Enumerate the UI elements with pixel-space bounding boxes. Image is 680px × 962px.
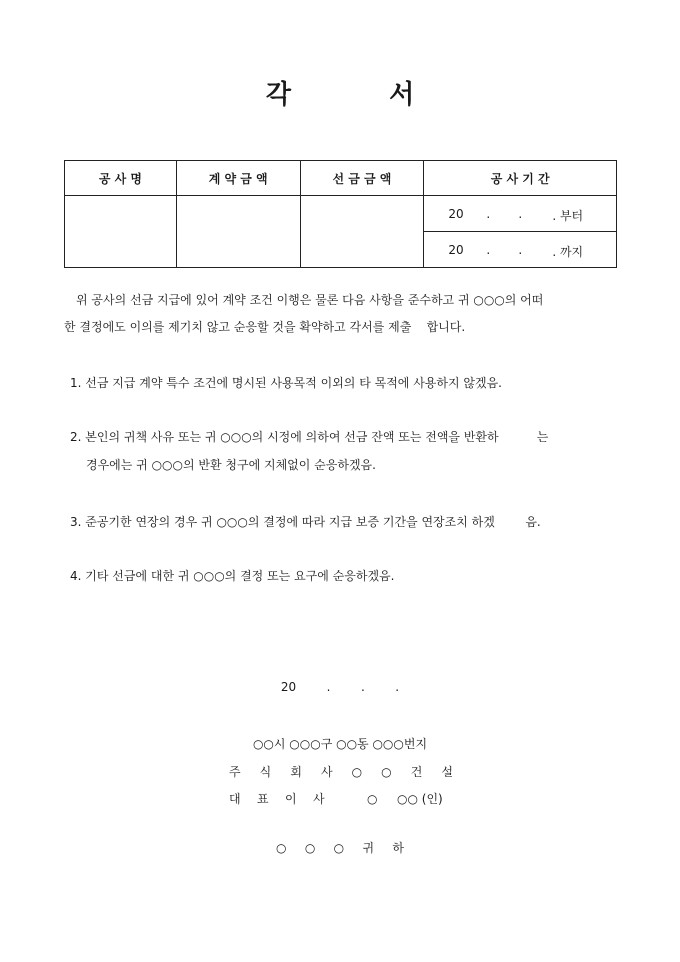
item-3: 3. 준공기한 연장의 경우 귀 ○○○의 결정에 따라 지급 보증 기간을 연장조치 하겠 음. [70, 515, 541, 529]
intro-line-1: 위 공사의 선금 지급에 있어 계약 조건 이행은 물론 다음 사항을 준수하고 귀 ○○○의 어떠 [76, 293, 544, 307]
contract-table [64, 160, 617, 268]
cell-period-start [424, 196, 617, 232]
representative-char: 이 [285, 792, 297, 806]
addressee-char: 귀 [362, 841, 375, 855]
signature-addressee [276, 838, 404, 858]
document-title [0, 74, 680, 111]
signature-address: ○○시 ○○○구 ○○동 ○○○번지 [252, 737, 428, 751]
representative-char: ○ [367, 792, 378, 806]
representative-char: 대 [229, 792, 241, 806]
company-char: 회 [290, 765, 302, 779]
header-advance-amount: 선 금 금 액 [300, 161, 424, 196]
period-end-dot2: . [518, 243, 523, 257]
table-row [65, 196, 617, 232]
company-char: 설 [441, 765, 453, 779]
item-1: 1. 선금 지급 계약 특수 조건에 명시된 사용목적 이외의 타 목적에 사용하지 않겠음. [70, 376, 502, 390]
cell-advance-amount [300, 196, 424, 268]
signature-date: 20 . . . [280, 680, 400, 694]
company-char: ○ [381, 765, 392, 779]
period-start-dot2: . [518, 207, 523, 221]
period-end-dot1: . [486, 243, 491, 257]
intro-line-2: 한 결정에도 이의를 제기치 않고 순응할 것을 확약하고 각서를 제출 합니다. [64, 320, 466, 334]
title-char-2: 서 [389, 80, 415, 110]
addressee-char: ○ [304, 841, 316, 855]
item-2-line-2: 경우에는 귀 ○○○의 반환 청구에 지체없이 순응하겠음. [86, 458, 376, 472]
representative-char: 사 [313, 792, 325, 806]
table-header-row [65, 161, 617, 196]
cell-period-end [424, 232, 617, 268]
representative-char: 표 [257, 792, 269, 806]
company-char: 식 [259, 765, 272, 779]
company-char: 건 [410, 765, 423, 779]
header-construction-period: 공 사 기 간 [424, 161, 617, 196]
addressee-char: 하 [392, 841, 404, 855]
addressee-char: ○ [276, 841, 287, 855]
company-char: 주 [229, 765, 241, 779]
cell-project-name [65, 196, 177, 268]
company-char: ○ [351, 765, 363, 779]
title-char-1: 각 [265, 80, 291, 110]
period-start-dot1: . [486, 207, 491, 221]
header-project-name: 공 사 명 [65, 161, 177, 196]
company-char: 사 [320, 765, 333, 779]
period-end-suffix: . 까지 [552, 245, 584, 259]
header-contract-amount: 계 약 금 액 [176, 161, 300, 196]
period-start-suffix: . 부터 [552, 209, 584, 223]
item-4: 4. 기타 선금에 대한 귀 ○○○의 결정 또는 요구에 순응하겠음. [70, 569, 395, 583]
period-end-year: 20 [448, 243, 464, 257]
representative-seal: ○○ (인) [397, 792, 443, 806]
item-2-line-1: 2. 본인의 귀책 사유 또는 귀 ○○○의 시정에 의하여 선금 잔액 또는 전액을 반환하 는 [70, 430, 549, 444]
period-start-year: 20 [448, 207, 464, 221]
signature-company [229, 762, 453, 782]
signature-representative [229, 789, 453, 809]
addressee-char: ○ [333, 841, 345, 855]
cell-contract-amount [176, 196, 300, 268]
